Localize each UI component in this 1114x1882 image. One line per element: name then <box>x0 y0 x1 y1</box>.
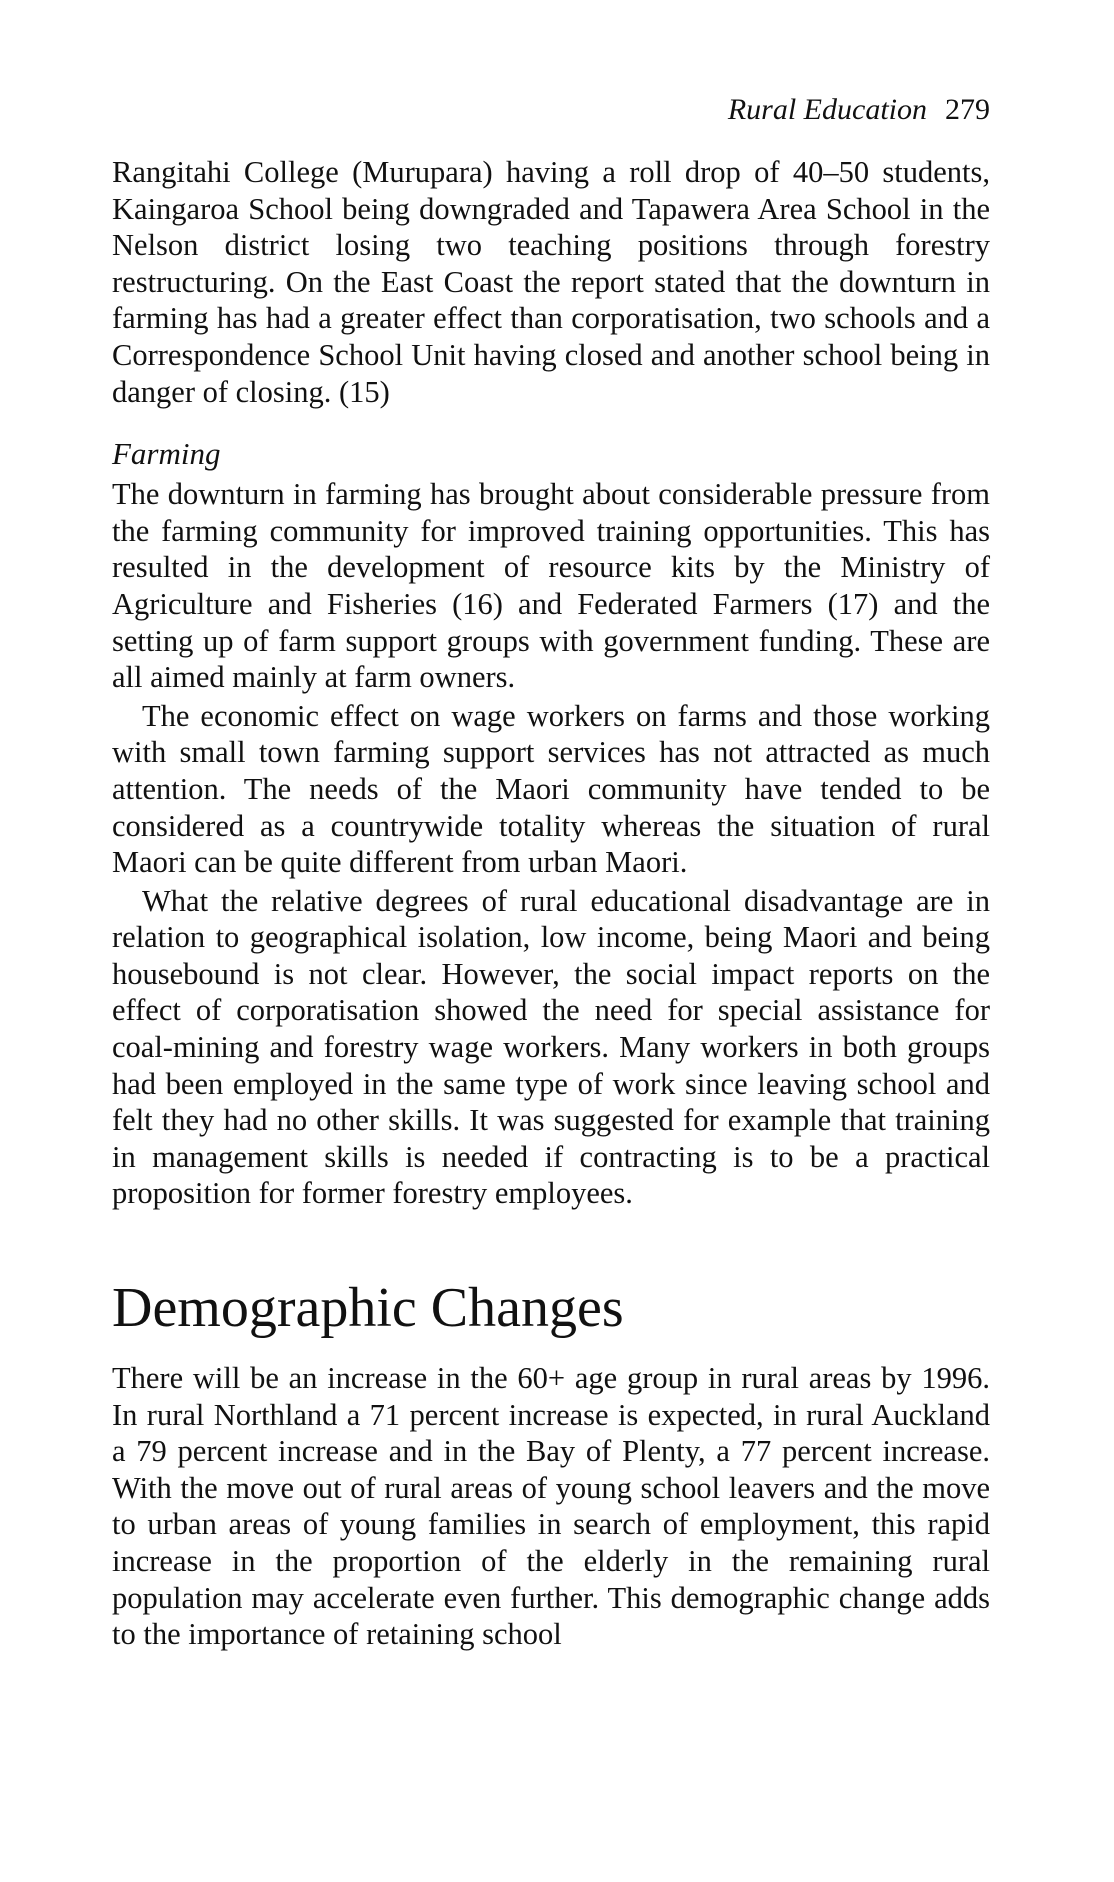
running-head <box>728 92 990 128</box>
paragraph-farming-pressure: The downturn in farming has brought about considerable pressure from the farming community for improved training opportunities. This has resulted in the development of resource kits by the Ministry of Agriculture and Fisheries (16) and Federated Farmers (17) and the setting up of farm support groups with government funding. These are all aimed mainly at farm owners. <box>112 477 990 695</box>
page-number: 279 <box>945 93 990 126</box>
paragraph-continued: Rangitahi College (Murupara) having a roll drop of 40–50 students, Kaingaroa School being downgraded and Tapawera Area School in the Nelson district losing two teaching positions through forestry restructuring. On the East Coast the report stated that the downturn in farming has had a greater effect than corporatisation, two schools and a Correspondence School Unit having closed and another school being in danger of closing. (15) <box>112 155 990 409</box>
subheading-farming: Farming <box>112 436 221 472</box>
body-text <box>112 154 990 1653</box>
paragraph-wage-workers: The economic effect on wage workers on farms and those working with small town farming support services has not attracted as much attention. The needs of the Maori community have tended to be considered as a countrywide totality whereas the situation of rural Maori can be quite different from urban Maori. <box>112 698 990 880</box>
paragraph-demographic: There will be an increase in the 60+ age group in rural areas by 1996. In rural Northland a 71 percent increase is expected, in rural Auckland a 79 percent increase and in the Bay of Plenty, a 77 percent increase. With the move out of rural areas of young school leavers and the move to urban areas of young families in search of employment, this rapid increase in the proportion of the elderly in the remaining rural population may accelerate even further. This demographic change adds to the importance of retaining school <box>112 1361 990 1652</box>
running-head-title: Rural Education <box>727 93 927 126</box>
paragraph-disadvantage: What the relative degrees of rural educational disadvantage are in relation to geographical isolation, low income, being Maori and being housebound is not clear. However, the social impact reports on the effect of corporatisation showed the need for special assistance for coal-mining and forestry wage workers. Many workers in both groups had been employed in the same type of work since leaving school and felt they had no other skills. It was suggested for example that training in management skills is needed if contracting is to be a practical proposition for former forestry employees. <box>112 883 990 1211</box>
section-heading-demographic-changes: Demographic Changes <box>112 1277 624 1340</box>
